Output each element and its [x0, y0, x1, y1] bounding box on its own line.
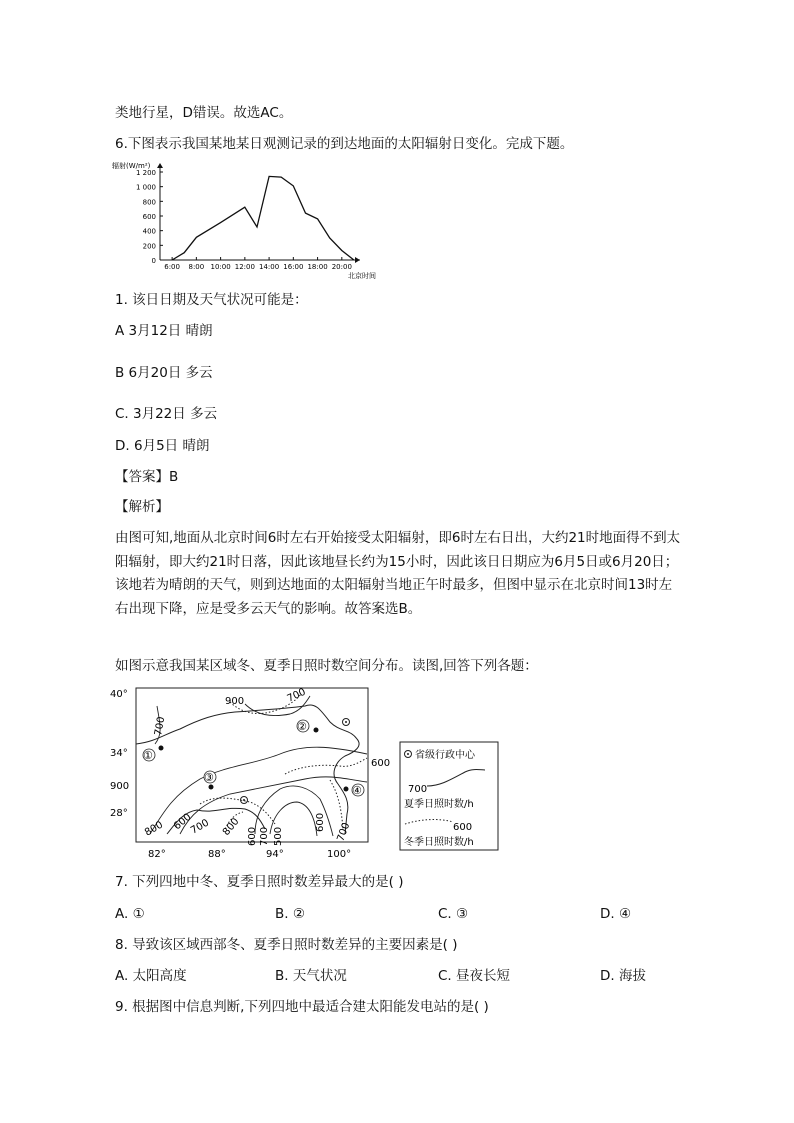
y-axis-arrow — [157, 163, 163, 168]
x-axis-label: 北京时间 — [348, 272, 376, 280]
question-6: 6.下图表示我国某地某日观测记录的到达地面的太阳辐射日变化。完成下题。 — [115, 136, 574, 152]
edge-label-600: 600 — [371, 758, 391, 769]
q8-option-d: D. 海拔 — [600, 968, 646, 984]
q7-option-b: B. ② — [275, 906, 305, 922]
legend-capital-label: 省级行政中心 — [415, 750, 475, 761]
q8-option-a: A. 太阳高度 — [115, 968, 187, 984]
lon-label: 100° — [327, 849, 352, 860]
y-tick-label: 200 — [142, 242, 156, 251]
contour-label: 700 — [285, 686, 308, 705]
point-dot — [344, 787, 349, 792]
q7-option-d: D. ④ — [600, 906, 632, 922]
contour-label: 700 — [335, 821, 353, 844]
y-axis-label: 辐射(W/m²) — [112, 162, 151, 170]
point-dot — [159, 746, 164, 751]
lat-label: 34° — [110, 748, 128, 759]
point-label: ① — [143, 749, 153, 762]
x-tick-label: 20:00 — [331, 263, 352, 271]
question-7: 7. 下列四地中冬、夏季日照时数差异最大的是( ) — [115, 874, 404, 890]
y-tick-label: 0 — [151, 257, 156, 265]
winter-contour — [285, 758, 367, 774]
contour-label: 700 — [153, 715, 168, 737]
analysis-text: 由图可知,地面从北京时间6时左右开始接受太阳辐射，即6时左右日出，大约21时地面得不到太阳辐射，即大约21时日落，因此该地昼长约为15小时，因此该日日期应为6月5日或6月20日；该地若为晴朗的天气，则到达地面的太阳辐射当地正午时最多，但图中显示在北京时间13时左右出现下降，应是受多云天气的影响。故答案选B。 — [115, 530, 681, 617]
legend-winter-value: 600 — [453, 822, 473, 833]
point-dot — [314, 728, 319, 733]
radiation-chart — [110, 160, 390, 282]
contour-label: 700 — [259, 826, 270, 846]
contour-label: 600 — [247, 826, 258, 846]
map-intro: 如图示意我国某区域冬、夏季日照时数空间分布。读图,回答下列各题： — [115, 658, 538, 674]
contour-label: 800 — [143, 819, 166, 839]
point-label: ② — [297, 720, 307, 733]
x-tick-label: 18:00 — [307, 263, 328, 271]
legend-winter-label: 冬季日照时数/h — [404, 837, 474, 848]
option-c: C. 3月22日 多云 — [115, 406, 218, 422]
point-dot — [209, 785, 214, 790]
question-1: 1. 该日日期及天气状况可能是： — [115, 292, 308, 308]
option-a: A 3月12日 晴朗 — [115, 323, 213, 339]
point-label: ④ — [352, 784, 362, 797]
legend-summer-value: 700 — [408, 784, 428, 795]
sunshine-map — [105, 684, 505, 862]
radiation-series-line — [172, 176, 354, 260]
q8-option-c: C. 昼夜长短 — [438, 968, 511, 984]
contour-label: 900 — [225, 696, 245, 707]
question-9: 9. 根据图中信息判断,下列四地中最适合建太阳能发电站的是( ) — [115, 999, 489, 1015]
lon-label: 88° — [208, 849, 226, 860]
lon-label: 82° — [148, 849, 166, 860]
x-tick-label: 6:00 — [164, 263, 180, 271]
contour-label: 500 — [273, 826, 284, 846]
lat-label: 40° — [110, 689, 128, 700]
q7-option-c: C. ③ — [438, 906, 469, 922]
q7-option-a: A. ① — [115, 906, 145, 922]
option-d: D. 6月5日 晴朗 — [115, 438, 210, 454]
x-tick-label: 16:00 — [283, 263, 304, 271]
x-tick-label: 8:00 — [188, 263, 205, 271]
x-tick-label: 14:00 — [258, 263, 280, 271]
point-label: ③ — [204, 771, 214, 784]
contour-label: 800 — [220, 816, 242, 838]
option-b: B 6月20日 多云 — [115, 365, 213, 381]
x-tick-label: 12:00 — [234, 263, 255, 271]
x-axis-arrow — [355, 257, 360, 263]
contour-label: 600 — [171, 811, 194, 833]
y-tick-label: 600 — [142, 213, 156, 221]
lat-label: 28° — [110, 808, 128, 819]
y-tick-label: 1 200 — [135, 169, 156, 177]
analysis-label: 【解析】 — [115, 499, 169, 515]
prev-answer-line: 类地行星，D错误。故选AC。 — [115, 105, 293, 121]
y-tick-label: 400 — [142, 227, 156, 236]
legend-summer-label: 夏季日照时数/h — [404, 799, 474, 810]
lon-label: 94° — [266, 849, 284, 860]
answer-label: 【答案】B — [115, 469, 179, 485]
question-8: 8. 导致该区域西部冬、夏季日照时数差异的主要因素是( ) — [115, 937, 458, 953]
y-tick-label: 800 — [142, 198, 156, 207]
q8-option-b: B. 天气状况 — [275, 968, 347, 984]
contour-label: 600 — [315, 812, 326, 832]
edge-label-900: 900 — [110, 781, 130, 792]
x-tick-label: 10:00 — [210, 263, 231, 271]
contour-label: 700 — [189, 817, 212, 837]
y-tick-label: 1 000 — [135, 183, 156, 192]
